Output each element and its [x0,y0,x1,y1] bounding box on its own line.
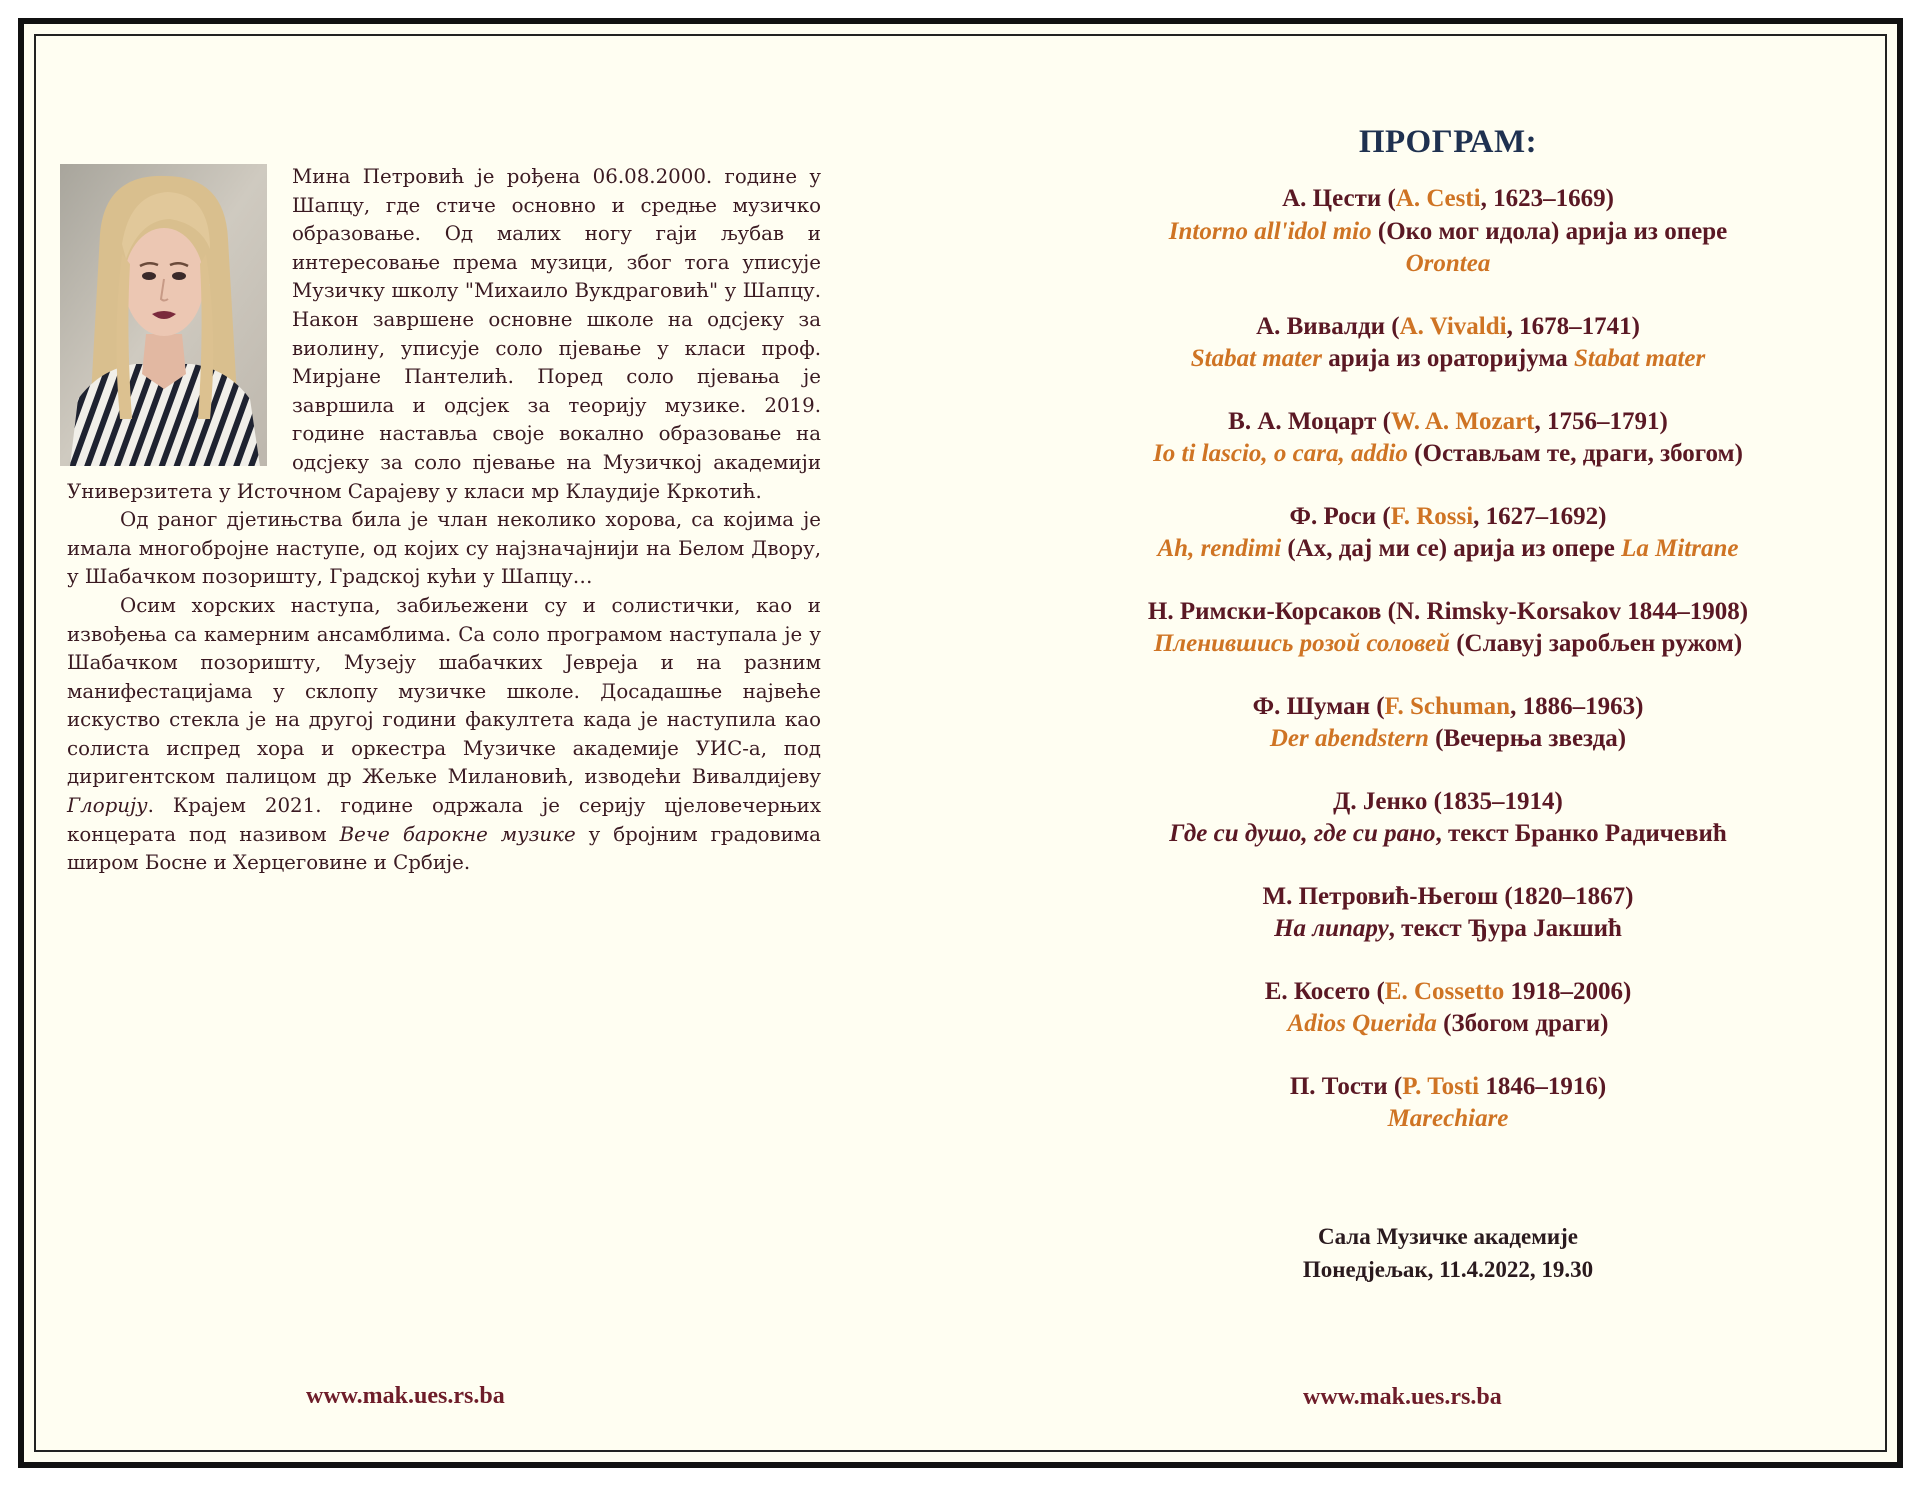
website-right[interactable]: www.mak.ues.rs.ba [1303,1384,1502,1410]
work-title: Intorno all'idol mio [1168,217,1372,245]
work-line [1060,628,1836,661]
work-title: Io ti lascio, o cara, addio [1153,440,1408,467]
venue-name: Сала Музичке академије [1317,1224,1578,1249]
composer-line [1060,976,1836,1009]
concert-datetime: Понедјељак, 11.4.2022, 19.30 [1302,1257,1594,1282]
work-description: (Славуј заробљен ружом) [1449,630,1743,657]
bio-paragraph-1: Мина Петровић је рођена 06.08.2000. године у Шапцу, где стиче основно и средње музичко образовање. Од малих ногу гаји љубав и интересовање према музици, због тога уписује Музичку школу "Михаило Вукдраговић" у Шапцу. Након завршене основне школе на одсјеку за виолину, уписује соло пјевање у класи проф. Мирјане Пантелић. Поред соло пјевања је завршила и одсјек за теорију музике. 2019. године наставља своје вокално образовање на одсјеку за соло пјевање на Музичкој академији Универзитета у Источном Сарајеву у класи мр Клаудије Кркотић. [67,165,821,503]
oratorio-title: Stabat mater [1573,345,1706,372]
work-line [1060,913,1836,946]
work-title: Adios Querida [1287,1010,1437,1037]
work-line [1060,533,1836,566]
bio-paragraph-2: Од раног дјетињства била је члан неколико хорова, са којима је имала многобројне наступе, од којих су најзначајнији на Белом Двору, у Шабачком позоришту, Градској кући у Шапцу… [67,508,821,589]
opera-title: Orontea [1405,250,1491,277]
composer-latin: W. A. Mozart [1391,407,1535,435]
composer-latin: F. Rossi [1390,502,1474,530]
website-left[interactable]: www.mak.ues.rs.ba [306,1383,505,1409]
work-title: На липару [1274,915,1389,942]
work-line [1060,1103,1836,1136]
bio-p3-text-c: . Крајем 2021. године одржала је серију цјеловечерњих концерата под називом [67,794,821,846]
composer-line: Д. Јенко (1835–1914) [1333,787,1563,815]
bio-p3-text-e: у бројним градовима широм Босне и Херцеговине и Србије. [67,822,821,875]
composer-name: Ф. Шуман ( [1252,692,1385,720]
work-line [1060,438,1836,471]
composer-name: Ф. Роси ( [1289,502,1391,530]
work-description: арија из ораторијума [1322,345,1574,372]
composer-dates: 1918–2006) [1504,977,1632,1005]
work-line [1060,343,1836,376]
work-line [1060,216,1836,249]
work-description: (Ах, дај ми се) арија из опере [1281,535,1622,562]
program-item [1060,786,1836,851]
bio-p3-text-a: Осим хорских наступа, забиљежени су и солистички, као и извођења са камерним ансамблима. Са соло програмом наступала је у Шабачком позоришту, Музеју шабачких Јевреја и на разним манифестацијама у склопу музичке школе. Досадашње највеће искуство стекла је на другој години факултета када је наступила као солиста испред хора и оркестра Музичке академије УИС-а, под диригентском палицом др Жељке Милановић, изводећи Вивалдијеву [67,593,821,789]
program-item [1060,881,1836,946]
composer-dates: , 1678–1741) [1506,312,1640,340]
program-item [1060,406,1836,471]
program-item [1060,501,1836,566]
composer-latin: A. Cesti [1395,185,1481,212]
venue-info [1060,1220,1836,1286]
work-description: (Око мог идола) арија из опере [1371,217,1728,245]
program-item [1060,183,1836,281]
work-description: (Остављам те, драги, збогом) [1407,440,1743,467]
work-title: Пленившись розой соловей [1153,630,1450,657]
work-line [1060,818,1836,851]
work-line [1060,1008,1836,1041]
composer-line [1060,183,1836,216]
work-description: (Збогом драги) [1436,1010,1609,1037]
work-title: Stabat mater [1190,345,1323,372]
composer-name: А. Вивалди ( [1256,312,1400,340]
composer-name: Е. Косето ( [1264,977,1385,1005]
program-item [1060,976,1836,1041]
composer-dates: , 1886–1963) [1510,692,1644,720]
composer-line: М. Петровић-Његош (1820–1867) [1262,882,1634,910]
work-title: Marechiare [1387,1105,1509,1132]
composer-name: А. Цести ( [1282,185,1396,212]
work-line [1060,248,1836,281]
composer-line [1060,1071,1836,1104]
composer-line [1060,501,1836,534]
composer-latin: P. Tosti [1402,1072,1480,1100]
composer-line [1060,311,1836,344]
work-line [1060,723,1836,756]
composer-name: В. А. Моцарт ( [1228,407,1391,435]
composer-latin: E. Cossetto [1384,977,1505,1005]
program-list [1060,183,1836,1166]
program-item [1060,596,1836,661]
work-description: , текст Ђура Јакшић [1388,915,1622,942]
photo-spacer [67,163,292,459]
bio-p3-gloria: Глорију [67,794,148,818]
work-description: , текст Бранко Радичевић [1435,820,1727,847]
program-title: ПРОГРАМ: [1358,124,1538,160]
composer-dates: 1846–1916) [1479,1072,1607,1100]
program-item [1060,691,1836,756]
work-title: Der abendstern [1269,725,1429,752]
program-item [1060,1071,1836,1136]
opera-title: La Mitrane [1621,535,1739,562]
work-title: Где си душо, где си рано [1169,820,1436,847]
composer-dates: , 1627–1692) [1473,502,1607,530]
work-description: (Вечерња звезда) [1428,725,1627,752]
bio-p3-concert-series: Вече барокне музике [339,822,576,846]
work-title: Ah, rendimi [1157,535,1282,562]
composer-line [1060,691,1836,724]
composer-latin: A. Vivaldi [1399,312,1507,340]
bio-paragraph-3 [67,592,821,878]
composer-dates: , 1623–1669) [1480,185,1614,212]
composer-line: Н. Римски-Корсаков (N. Rimsky-Korsakov 1844–1908) [1147,597,1749,625]
program-item [1060,311,1836,376]
composer-line [1060,406,1836,439]
composer-name: П. Тости ( [1289,1072,1403,1100]
composer-latin: F. Schuman [1384,692,1511,720]
biography [67,163,821,878]
composer-dates: , 1756–1791) [1534,407,1668,435]
